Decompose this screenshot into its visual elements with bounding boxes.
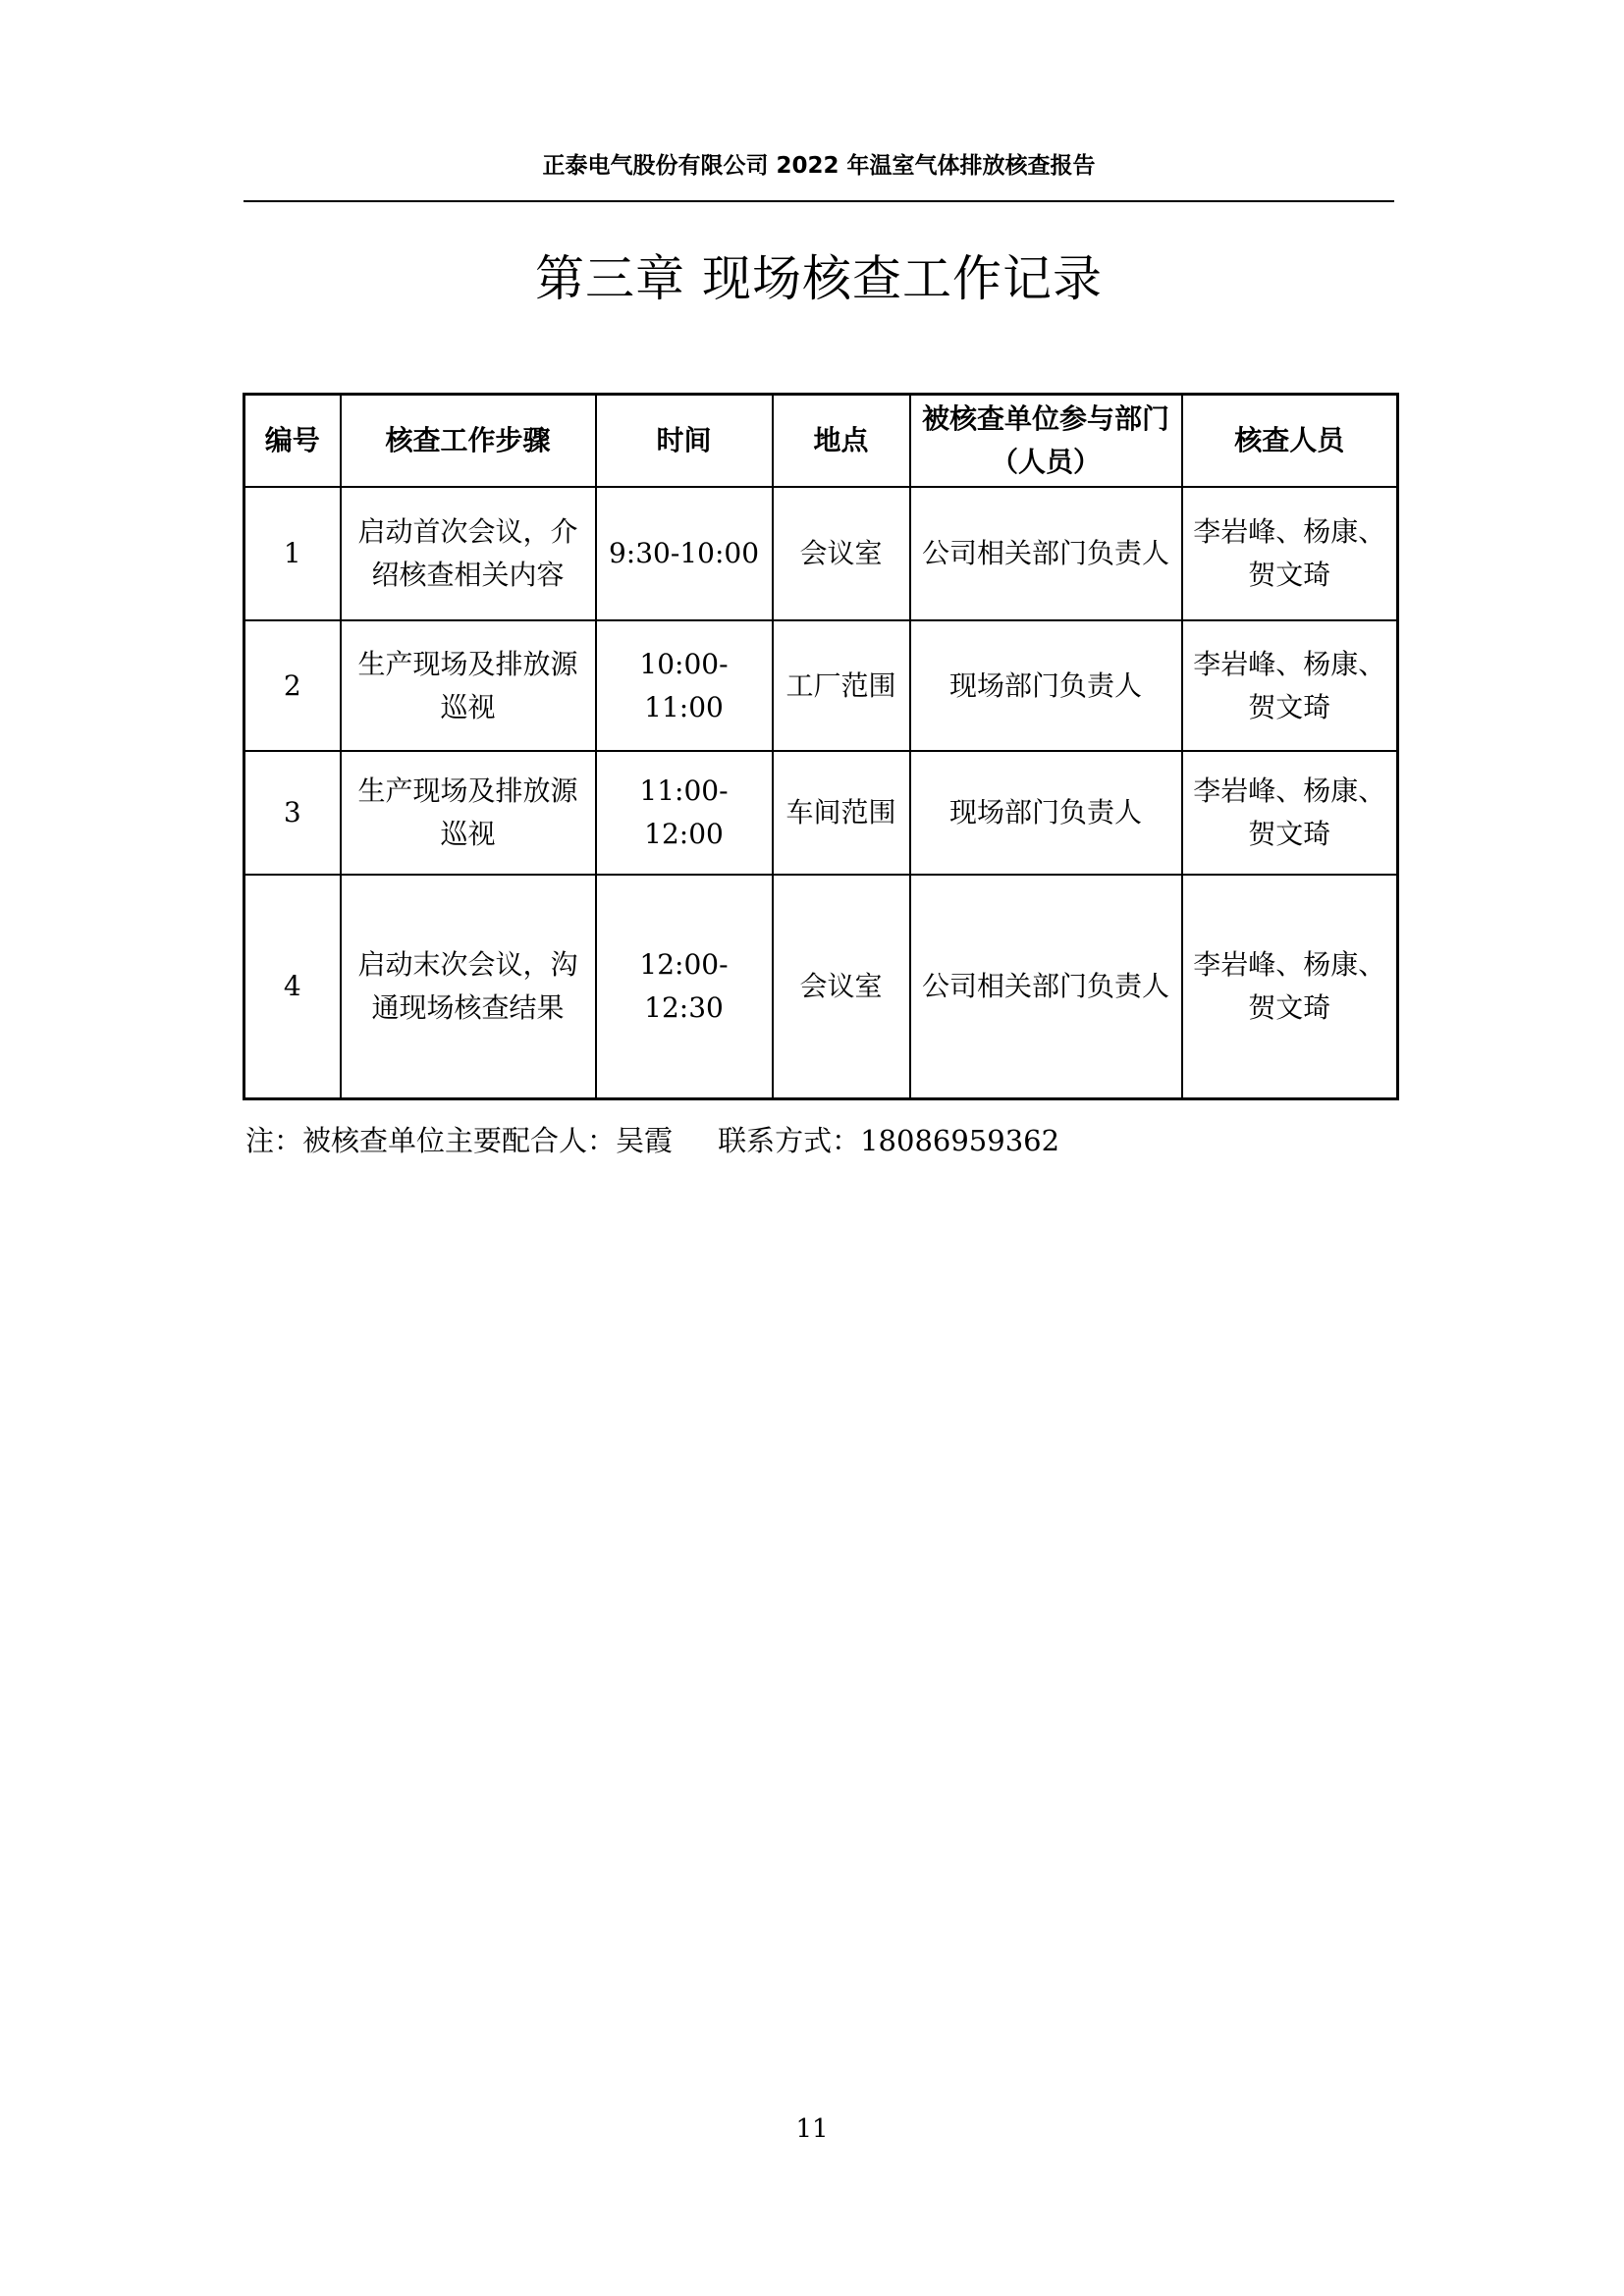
cell-department: 公司相关部门负责人 [910,875,1182,1099]
cell-staff: 李岩峰、杨康、贺文琦 [1182,751,1398,875]
cell-time: 12:00-12:30 [596,875,773,1099]
cell-number: 4 [244,875,341,1099]
cell-place: 会议室 [773,487,910,620]
column-header-staff: 核查人员 [1182,395,1398,488]
cell-place: 工厂范围 [773,620,910,751]
cell-place: 会议室 [773,875,910,1099]
cell-time: 10:00-11:00 [596,620,773,751]
cell-staff: 李岩峰、杨康、贺文琦 [1182,875,1398,1099]
table-row [244,751,1398,875]
cell-department: 现场部门负责人 [910,751,1182,875]
chapter-title: 第三章 现场核查工作记录 [535,250,1103,307]
cell-step: 生产现场及排放源巡视 [341,751,596,875]
table-row [244,487,1398,620]
cell-staff: 李岩峰、杨康、贺文琦 [1182,620,1398,751]
inspection-record-table [243,393,1399,1100]
table-row [244,875,1398,1099]
cell-step: 启动末次会议，沟通现场核查结果 [341,875,596,1099]
cell-staff: 李岩峰、杨康、贺文琦 [1182,487,1398,620]
cell-time: 9:30-10:00 [596,487,773,620]
cell-number: 3 [244,751,341,875]
cell-time: 11:00-12:00 [596,751,773,875]
header-rule [244,200,1394,202]
column-header-time: 时间 [596,395,773,488]
cell-step: 启动首次会议，介绍核查相关内容 [341,487,596,620]
contact-note: 注：被核查单位主要配合人：吴霞 联系方式：18086959362 [245,1124,1060,1157]
cell-place: 车间范围 [773,751,910,875]
page-header: 正泰电气股份有限公司 2022 年温室气体排放核查报告 [542,153,1096,179]
column-header-step: 核查工作步骤 [341,395,596,488]
cell-step: 生产现场及排放源巡视 [341,620,596,751]
cell-number: 1 [244,487,341,620]
table-row [244,620,1398,751]
column-header-department: 被核查单位参与部门（人员） [910,395,1182,488]
cell-number: 2 [244,620,341,751]
table-header-row [244,395,1398,488]
column-header-place: 地点 [773,395,910,488]
cell-department: 现场部门负责人 [910,620,1182,751]
cell-department: 公司相关部门负责人 [910,487,1182,620]
page-number: 11 [795,2114,829,2144]
column-header-number: 编号 [244,395,341,488]
